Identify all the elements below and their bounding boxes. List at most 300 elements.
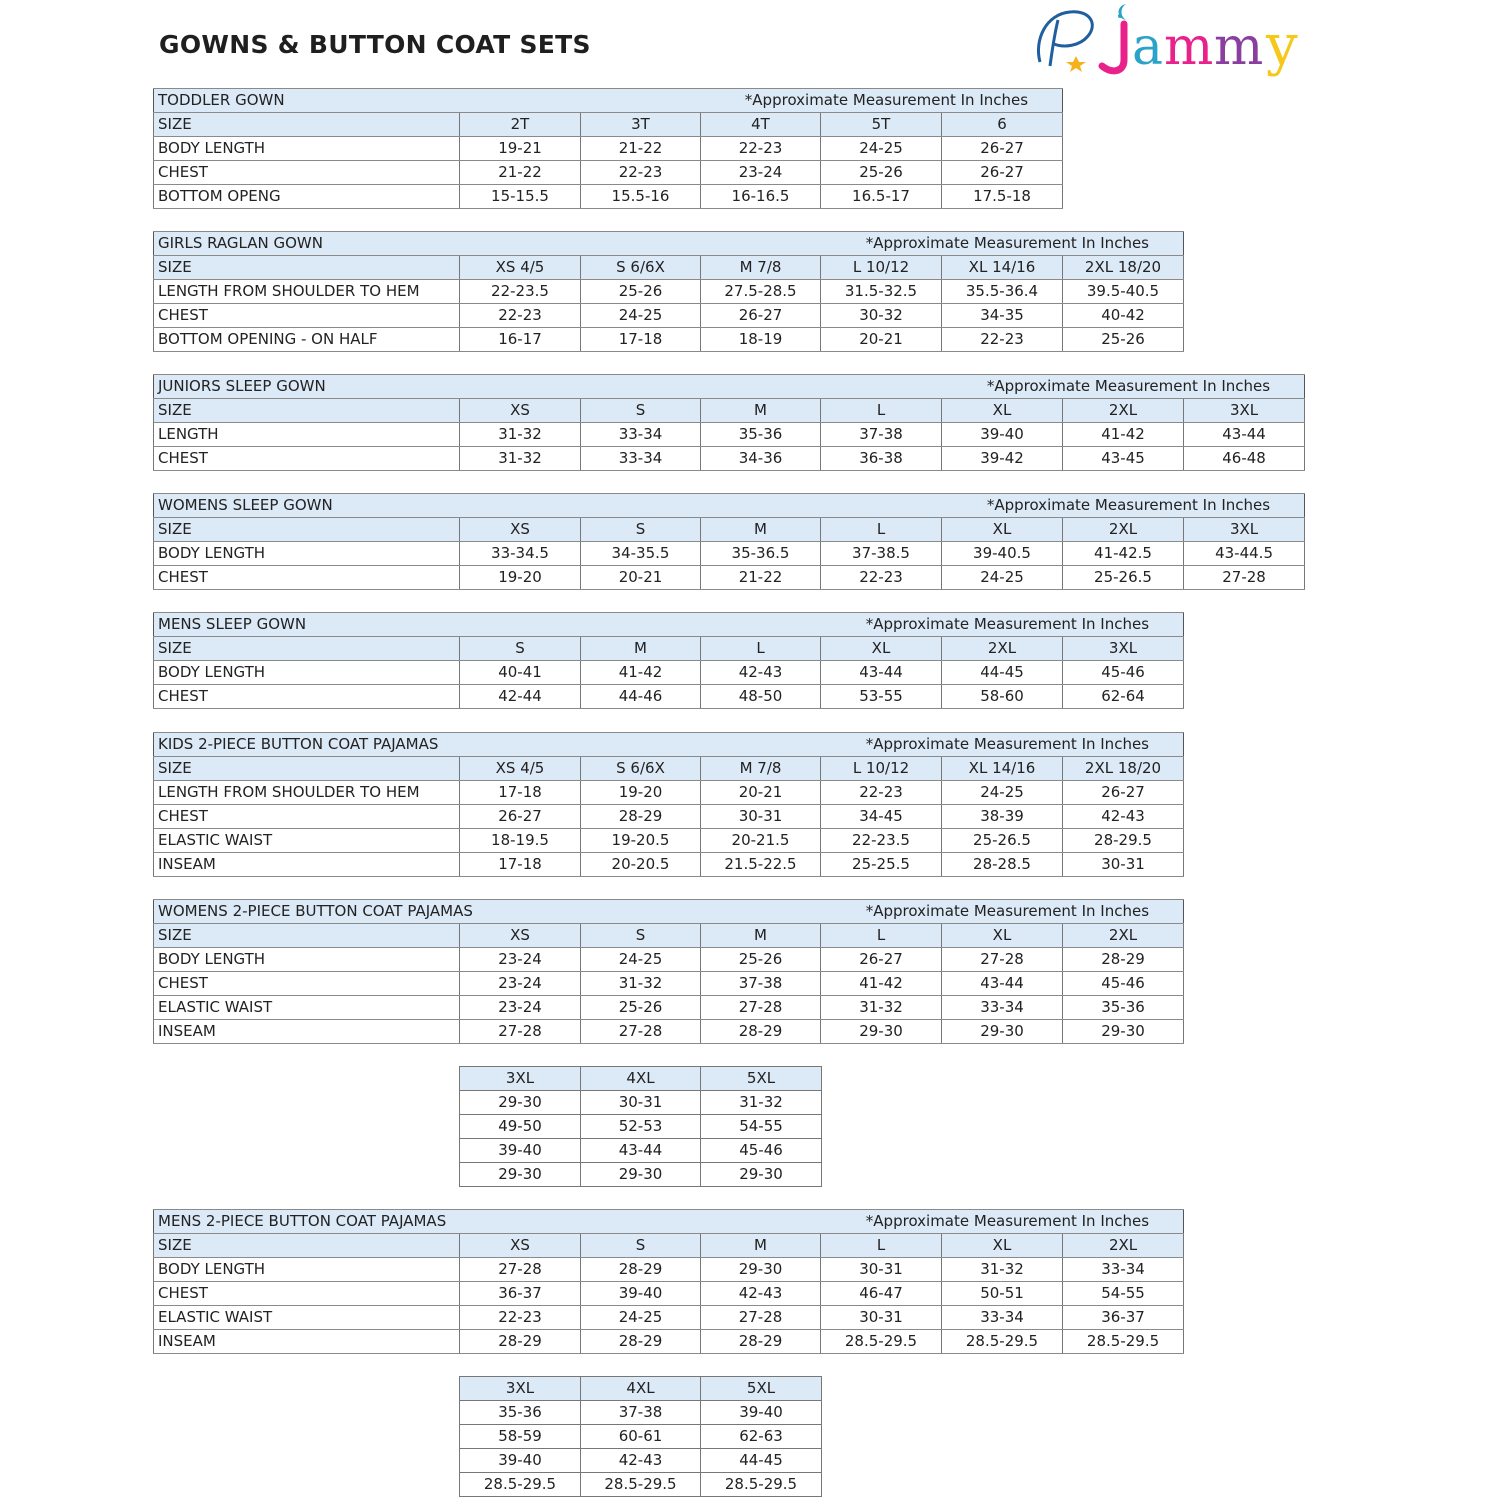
measurement-cell: 29-30 [460, 1091, 581, 1115]
measurement-cell: 37-38.5 [821, 542, 942, 566]
table-row [154, 781, 1184, 805]
measurement-cell: 22-23 [942, 328, 1063, 352]
size-label: SIZE [154, 399, 460, 423]
measurement-cell: 41-42 [1063, 423, 1184, 447]
size-header-cell: L [821, 399, 942, 423]
size-table-toddler-gown [153, 88, 1063, 209]
size-header-cell: M 7/8 [701, 757, 821, 781]
table-row [154, 853, 1184, 877]
measurement-cell: 27-28 [701, 996, 821, 1020]
measurement-cell: 25-26 [1063, 328, 1184, 352]
size-header-row [154, 256, 1184, 280]
measurement-cell: 33-34 [581, 447, 701, 471]
size-header-cell: S [581, 399, 701, 423]
measurement-cell: 25-26 [821, 161, 942, 185]
table-title-row [154, 900, 1184, 924]
measurement-cell: 40-41 [460, 661, 581, 685]
size-label: SIZE [154, 113, 460, 137]
table-row [154, 137, 1063, 161]
row-label: LENGTH FROM SHOULDER TO HEM [154, 280, 460, 304]
table-row [154, 304, 1184, 328]
size-header-cell: S [581, 518, 701, 542]
size-header-cell: XS 4/5 [460, 757, 581, 781]
measurement-note: *Approximate Measurement In Inches [865, 735, 1149, 753]
size-header-row [154, 399, 1305, 423]
table-row [154, 805, 1184, 829]
measurement-cell: 16.5-17 [821, 185, 942, 209]
measurement-cell: 42-43 [701, 1282, 821, 1306]
size-header-row [460, 1067, 822, 1091]
row-label: CHEST [154, 566, 460, 590]
measurement-cell: 30-31 [581, 1091, 701, 1115]
measurement-cell: 24-25 [581, 304, 701, 328]
size-header-cell: M [701, 399, 821, 423]
measurement-cell: 25-26 [581, 280, 701, 304]
measurement-cell: 31-32 [701, 1091, 822, 1115]
row-label: CHEST [154, 161, 460, 185]
size-table-womens-button-coat-pajamas [153, 899, 1184, 1044]
size-header-cell: 2XL [1063, 1234, 1184, 1258]
row-label: INSEAM [154, 853, 460, 877]
measurement-cell: 29-30 [821, 1020, 942, 1044]
measurement-cell: 28-29.5 [1063, 829, 1184, 853]
table-row [460, 1139, 822, 1163]
measurement-cell: 42-43 [581, 1449, 701, 1473]
size-table-mens-sleep-gown [153, 612, 1184, 709]
table-row [460, 1163, 822, 1187]
size-header-cell: 6 [942, 113, 1063, 137]
page-title: GOWNS & BUTTON COAT SETS [159, 30, 591, 59]
table-title-row [154, 733, 1184, 757]
measurement-cell: 20-21.5 [701, 829, 821, 853]
size-header-cell: 4XL [581, 1377, 701, 1401]
size-header-row [154, 637, 1184, 661]
measurement-cell: 44-46 [581, 685, 701, 709]
measurement-cell: 33-34 [1063, 1258, 1184, 1282]
size-header-row [154, 757, 1184, 781]
row-label: BOTTOM OPENING - ON HALF [154, 328, 460, 352]
measurement-cell: 36-38 [821, 447, 942, 471]
measurement-cell: 20-21 [701, 781, 821, 805]
table-row [154, 280, 1184, 304]
measurement-cell: 54-55 [701, 1115, 822, 1139]
measurement-cell: 22-23 [701, 137, 821, 161]
size-table-mens-button-coat-pajamas [153, 1209, 1184, 1354]
measurement-cell: 52-53 [581, 1115, 701, 1139]
measurement-cell: 22-23 [581, 161, 701, 185]
measurement-cell: 16-17 [460, 328, 581, 352]
size-header-cell: M [581, 637, 701, 661]
size-header-cell: 2XL 18/20 [1063, 256, 1184, 280]
table-row [154, 447, 1305, 471]
measurement-cell: 23-24 [460, 948, 581, 972]
row-label: CHEST [154, 304, 460, 328]
table-title: WOMENS 2-PIECE BUTTON COAT PAJAMAS [158, 902, 473, 920]
measurement-note: *Approximate Measurement In Inches [986, 496, 1271, 514]
table-row [460, 1449, 822, 1473]
table-row [154, 1282, 1184, 1306]
measurement-cell: 30-31 [821, 1258, 942, 1282]
size-header-row [154, 924, 1184, 948]
size-header-cell: 3T [581, 113, 701, 137]
size-header-cell: XS [460, 1234, 581, 1258]
table-row [154, 996, 1184, 1020]
measurement-cell: 27-28 [460, 1258, 581, 1282]
measurement-cell: 44-45 [701, 1449, 822, 1473]
measurement-cell: 45-46 [1063, 661, 1184, 685]
measurement-cell: 16-16.5 [701, 185, 821, 209]
measurement-cell: 26-27 [821, 948, 942, 972]
table-title: MENS SLEEP GOWN [158, 615, 307, 633]
measurement-cell: 41-42 [821, 972, 942, 996]
measurement-cell: 58-59 [460, 1425, 581, 1449]
measurement-cell: 33-34 [581, 423, 701, 447]
measurement-cell: 27.5-28.5 [701, 280, 821, 304]
table-title: TODDLER GOWN [158, 91, 285, 109]
row-label: BODY LENGTH [154, 948, 460, 972]
table-row [154, 972, 1184, 996]
measurement-cell: 37-38 [581, 1401, 701, 1425]
size-header-cell: 5XL [701, 1377, 822, 1401]
measurement-cell: 28-29 [581, 1258, 701, 1282]
measurement-cell: 21-22 [701, 566, 821, 590]
measurement-cell: 28-29 [581, 805, 701, 829]
measurement-cell: 33-34 [942, 996, 1063, 1020]
measurement-cell: 62-63 [701, 1425, 822, 1449]
measurement-cell: 28.5-29.5 [1063, 1330, 1184, 1354]
size-label: SIZE [154, 637, 460, 661]
logo-letter-y: y [1266, 13, 1298, 78]
measurement-cell: 34-36 [701, 447, 821, 471]
measurement-cell: 28-28.5 [942, 853, 1063, 877]
size-header-cell: 2XL [1063, 924, 1184, 948]
size-header-cell: XL [942, 924, 1063, 948]
measurement-cell: 34-35 [942, 304, 1063, 328]
size-header-cell: XL [942, 1234, 1063, 1258]
measurement-cell: 19-21 [460, 137, 581, 161]
measurement-cell: 25-26 [581, 996, 701, 1020]
measurement-cell: 49-50 [460, 1115, 581, 1139]
measurement-cell: 39-40 [581, 1282, 701, 1306]
measurement-cell: 26-27 [460, 805, 581, 829]
measurement-cell: 21.5-22.5 [701, 853, 821, 877]
measurement-cell: 43-44 [1184, 423, 1305, 447]
measurement-cell: 26-27 [701, 304, 821, 328]
measurement-cell: 33-34 [942, 1306, 1063, 1330]
measurement-cell: 18-19.5 [460, 829, 581, 853]
size-header-cell: XS [460, 924, 581, 948]
measurement-cell: 31-32 [821, 996, 942, 1020]
measurement-cell: 35-36.5 [701, 542, 821, 566]
size-header-cell: 2T [460, 113, 581, 137]
measurement-cell: 43-44 [581, 1139, 701, 1163]
measurement-cell: 31-32 [460, 447, 581, 471]
measurement-cell: 27-28 [581, 1020, 701, 1044]
table-title-row [154, 89, 1063, 113]
measurement-cell: 42-43 [1063, 805, 1184, 829]
measurement-cell: 19-20.5 [581, 829, 701, 853]
size-header-cell: XS 4/5 [460, 256, 581, 280]
size-header-cell: S 6/6X [581, 256, 701, 280]
size-header-cell: 2XL [1063, 518, 1184, 542]
measurement-cell: 28-29 [460, 1330, 581, 1354]
measurement-note: *Approximate Measurement In Inches [986, 377, 1271, 395]
measurement-cell: 17-18 [460, 781, 581, 805]
extended-size-table-womens [459, 1066, 822, 1187]
measurement-cell: 60-61 [581, 1425, 701, 1449]
table-row [154, 685, 1184, 709]
measurement-cell: 35-36 [701, 423, 821, 447]
row-label: ELASTIC WAIST [154, 1306, 460, 1330]
table-title-row [154, 613, 1184, 637]
size-header-cell: 5T [821, 113, 942, 137]
row-label: CHEST [154, 972, 460, 996]
measurement-cell: 28-29 [1063, 948, 1184, 972]
measurement-cell: 20-21 [581, 566, 701, 590]
measurement-cell: 24-25 [942, 781, 1063, 805]
table-row [154, 1020, 1184, 1044]
measurement-cell: 42-44 [460, 685, 581, 709]
size-label: SIZE [154, 757, 460, 781]
measurement-cell: 31-32 [581, 972, 701, 996]
row-label: LENGTH [154, 423, 460, 447]
measurement-cell: 62-64 [1063, 685, 1184, 709]
measurement-cell: 28.5-29.5 [701, 1473, 822, 1497]
table-row [460, 1401, 822, 1425]
logo-letter-m1: m [1164, 17, 1214, 77]
size-header-cell: 4XL [581, 1067, 701, 1091]
measurement-cell: 42-43 [701, 661, 821, 685]
measurement-cell: 40-42 [1063, 304, 1184, 328]
size-header-cell: M [701, 518, 821, 542]
table-row [154, 1330, 1184, 1354]
measurement-cell: 50-51 [942, 1282, 1063, 1306]
measurement-cell: 39-40 [942, 423, 1063, 447]
measurement-cell: 22-23.5 [821, 829, 942, 853]
size-header-cell: 2XL 18/20 [1063, 757, 1184, 781]
measurement-cell: 27-28 [942, 948, 1063, 972]
measurement-cell: 53-55 [821, 685, 942, 709]
measurement-cell: 27-28 [701, 1306, 821, 1330]
measurement-cell: 20-20.5 [581, 853, 701, 877]
row-label: CHEST [154, 1282, 460, 1306]
measurement-cell: 39-40 [460, 1139, 581, 1163]
table-row [154, 566, 1305, 590]
table-row [154, 161, 1063, 185]
measurement-cell: 30-32 [821, 304, 942, 328]
measurement-note: *Approximate Measurement In Inches [865, 234, 1149, 252]
measurement-cell: 17-18 [460, 853, 581, 877]
table-title: MENS 2-PIECE BUTTON COAT PAJAMAS [158, 1212, 447, 1230]
measurement-note: *Approximate Measurement In Inches [744, 91, 1029, 109]
measurement-note: *Approximate Measurement In Inches [865, 902, 1150, 920]
measurement-note: *Approximate Measurement In Inches [865, 1212, 1150, 1230]
table-row [460, 1115, 822, 1139]
measurement-cell: 23-24 [460, 972, 581, 996]
row-label: BODY LENGTH [154, 137, 460, 161]
measurement-cell: 15.5-16 [581, 185, 701, 209]
size-header-cell: L [821, 518, 942, 542]
row-label: CHEST [154, 447, 460, 471]
size-table-juniors-sleep-gown [153, 374, 1305, 471]
table-row [154, 829, 1184, 853]
measurement-cell: 21-22 [460, 161, 581, 185]
table-row [154, 1306, 1184, 1330]
row-label: ELASTIC WAIST [154, 996, 460, 1020]
measurement-cell: 29-30 [581, 1163, 701, 1187]
measurement-cell: 35-36 [1063, 996, 1184, 1020]
size-header-cell: XL 14/16 [942, 256, 1063, 280]
size-label: SIZE [154, 1234, 460, 1258]
measurement-cell: 22-23 [821, 781, 942, 805]
table-row [154, 328, 1184, 352]
size-header-cell: S [460, 637, 581, 661]
measurement-cell: 15-15.5 [460, 185, 581, 209]
measurement-cell: 26-27 [942, 137, 1063, 161]
measurement-cell: 35-36 [460, 1401, 581, 1425]
measurement-cell: 20-21 [821, 328, 942, 352]
size-header-cell: L [821, 924, 942, 948]
measurement-cell: 22-23.5 [460, 280, 581, 304]
size-header-row [154, 518, 1305, 542]
size-header-cell: 3XL [460, 1377, 581, 1401]
size-header-cell: XL 14/16 [942, 757, 1063, 781]
logo-letter-a: a [1132, 17, 1164, 77]
row-label: BOTTOM OPENG [154, 185, 460, 209]
size-header-cell: L [701, 637, 821, 661]
size-header-cell: 5XL [701, 1067, 822, 1091]
measurement-cell: 28.5-29.5 [581, 1473, 701, 1497]
measurement-cell: 29-30 [1063, 1020, 1184, 1044]
measurement-cell: 48-50 [701, 685, 821, 709]
row-label: BODY LENGTH [154, 661, 460, 685]
size-header-cell: M [701, 1234, 821, 1258]
size-header-cell: XL [821, 637, 942, 661]
size-header-cell: 2XL [942, 637, 1063, 661]
extended-size-table-mens [459, 1376, 822, 1497]
table-row [154, 661, 1184, 685]
measurement-cell: 23-24 [701, 161, 821, 185]
measurement-cell: 18-19 [701, 328, 821, 352]
measurement-note: *Approximate Measurement In Inches [865, 615, 1150, 633]
measurement-cell: 22-23 [821, 566, 942, 590]
measurement-cell: 27-28 [1184, 566, 1305, 590]
row-label: INSEAM [154, 1330, 460, 1354]
measurement-cell: 41-42 [581, 661, 701, 685]
table-title-row [154, 375, 1305, 399]
measurement-cell: 41-42.5 [1063, 542, 1184, 566]
measurement-cell: 25-26.5 [942, 829, 1063, 853]
row-label: BODY LENGTH [154, 542, 460, 566]
measurement-cell: 28.5-29.5 [821, 1330, 942, 1354]
pjammy-logo-icon [1028, 0, 1348, 92]
measurement-cell: 37-38 [701, 972, 821, 996]
table-title-row [154, 1210, 1184, 1234]
measurement-cell: 26-27 [942, 161, 1063, 185]
table-title-row [154, 232, 1184, 256]
measurement-cell: 36-37 [1063, 1306, 1184, 1330]
table-title: JUNIORS SLEEP GOWN [158, 377, 326, 395]
measurement-cell: 30-31 [701, 805, 821, 829]
measurement-cell: 19-20 [460, 566, 581, 590]
measurement-cell: 44-45 [942, 661, 1063, 685]
measurement-cell: 39.5-40.5 [1063, 280, 1184, 304]
measurement-cell: 29-30 [460, 1163, 581, 1187]
size-header-row [154, 113, 1063, 137]
measurement-cell: 22-23 [460, 304, 581, 328]
table-title: WOMENS SLEEP GOWN [158, 496, 333, 514]
measurement-cell: 26-27 [1063, 781, 1184, 805]
measurement-cell: 17.5-18 [942, 185, 1063, 209]
measurement-cell: 28.5-29.5 [942, 1330, 1063, 1354]
measurement-cell: 29-30 [701, 1163, 822, 1187]
measurement-cell: 29-30 [942, 1020, 1063, 1044]
measurement-cell: 22-23 [460, 1306, 581, 1330]
table-row [154, 423, 1305, 447]
size-header-cell: L 10/12 [821, 256, 942, 280]
table-title: KIDS 2-PIECE BUTTON COAT PAJAMAS [158, 735, 439, 753]
measurement-cell: 28-29 [701, 1330, 821, 1354]
measurement-cell: 34-45 [821, 805, 942, 829]
size-header-cell: M [701, 924, 821, 948]
size-header-cell: XL [942, 399, 1063, 423]
row-label: ELASTIC WAIST [154, 829, 460, 853]
row-label: LENGTH FROM SHOULDER TO HEM [154, 781, 460, 805]
measurement-cell: 30-31 [1063, 853, 1184, 877]
row-label: BODY LENGTH [154, 1258, 460, 1282]
size-header-cell: M 7/8 [701, 256, 821, 280]
measurement-cell: 24-25 [581, 1306, 701, 1330]
measurement-cell: 17-18 [581, 328, 701, 352]
measurement-cell: 28-29 [701, 1020, 821, 1044]
measurement-cell: 37-38 [821, 423, 942, 447]
table-row [154, 185, 1063, 209]
measurement-cell: 21-22 [581, 137, 701, 161]
pjammy-logo [1028, 0, 1348, 92]
measurement-cell: 33-34.5 [460, 542, 581, 566]
measurement-cell: 43-44.5 [1184, 542, 1305, 566]
measurement-cell: 39-40 [460, 1449, 581, 1473]
measurement-cell: 23-24 [460, 996, 581, 1020]
size-header-cell: 2XL [1063, 399, 1184, 423]
size-header-cell: XS [460, 399, 581, 423]
measurement-cell: 31-32 [942, 1258, 1063, 1282]
measurement-cell: 19-20 [581, 781, 701, 805]
size-header-cell: 3XL [1184, 518, 1305, 542]
size-header-row [460, 1377, 822, 1401]
measurement-cell: 36-37 [460, 1282, 581, 1306]
measurement-cell: 25-25.5 [821, 853, 942, 877]
size-table-kids-button-coat-pajamas [153, 732, 1184, 877]
size-header-cell: S 6/6X [581, 757, 701, 781]
measurement-cell: 35.5-36.4 [942, 280, 1063, 304]
measurement-cell: 39-40.5 [942, 542, 1063, 566]
table-row [460, 1473, 822, 1497]
size-header-cell: L 10/12 [821, 757, 942, 781]
measurement-cell: 45-46 [1063, 972, 1184, 996]
measurement-cell: 25-26 [701, 948, 821, 972]
size-header-cell: S [581, 924, 701, 948]
measurement-cell: 34-35.5 [581, 542, 701, 566]
measurement-cell: 27-28 [460, 1020, 581, 1044]
size-table-girls-raglan-gown [153, 231, 1184, 352]
size-header-row [154, 1234, 1184, 1258]
table-row [460, 1425, 822, 1449]
size-table-womens-sleep-gown [153, 493, 1305, 590]
measurement-cell: 30-31 [821, 1306, 942, 1330]
measurement-cell: 54-55 [1063, 1282, 1184, 1306]
measurement-cell: 31.5-32.5 [821, 280, 942, 304]
